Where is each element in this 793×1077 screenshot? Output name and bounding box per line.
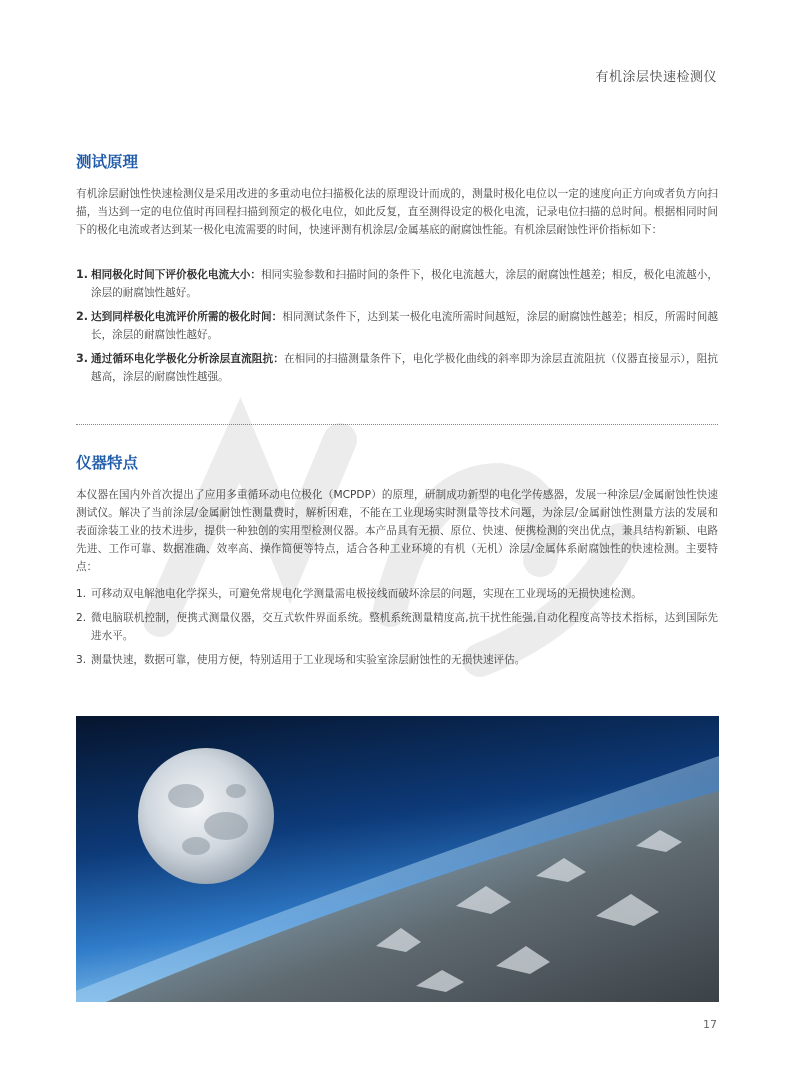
- list-item: [76, 350, 718, 386]
- list-item-text: 相同实验参数和扫描时间的条件下，极化电流越大，涂层的耐腐蚀性越差；相反，极化电流越小，涂层的耐腐蚀性越好。: [91, 269, 718, 299]
- photo-illustration: [76, 716, 719, 1002]
- list-item-text: 在相同的扫描测量条件下，电化学极化曲线的斜率即为涂层直流阻抗（仪器直接显示），阻抗越高，涂层的耐腐蚀性越强。: [91, 353, 719, 383]
- list-item: [76, 308, 718, 344]
- list-item-number: 2.: [76, 612, 87, 624]
- evaluation-criteria-list: [76, 266, 718, 392]
- features-list: [76, 585, 718, 675]
- section-divider: [76, 424, 718, 425]
- page-header-title: 有机涂层快速检测仪: [595, 70, 717, 85]
- section-title-test-principle: 测试原理: [76, 153, 139, 171]
- list-item: [76, 266, 718, 302]
- list-item-text: 相同测试条件下，达到某一极化电流所需时间越短，涂层的耐腐蚀性越差；相反，所需时间越长，涂层的耐腐蚀性越好。: [91, 311, 718, 341]
- section-intro-test-principle: 有机涂层耐蚀性快速检测仪是采用改进的多重动电位扫描极化法的原理设计而成的，测量时极化电位以一定的速度向正方向或者负方向扫描，当达到一定的电位值时再回程扫描到预定的极化电位，如此反复，直至测得设定的极化电流，记录电位扫描的总时间。根据相同时间下的极化电流或者达到某一极化电流需要的时间，快速评测有机涂层/金属基底的耐腐蚀性能。有机涂层耐蚀性评价指标如下：: [76, 188, 718, 236]
- list-item-text: 微电脑联机控制，便携式测量仪器，交互式软件界面系统。整机系统测量精度高,抗干扰性能强,自动化程度高等技术指标，达到国际先进水平。: [91, 612, 718, 642]
- list-item-text: 可移动双电解池电化学探头，可避免常规电化学测量需电极接线而破坏涂层的问题，实现在工业现场的无损快速检测。: [91, 588, 642, 600]
- list-item-lead: 相同极化时间下评价极化电流大小：: [91, 269, 262, 281]
- list-item-lead: 达到同样极化电流评价所需的极化时间：: [91, 311, 283, 323]
- section-intro-features: 本仪器在国内外首次提出了应用多重循环动电位极化（MCPDP）的原理，研制成功新型的电化学传感器，发展一种涂层/金属耐蚀性快速测试仪。解决了当前涂层/金属耐蚀性测量费时，解析困难，不能在工业现场实时测量等技术问题，为涂层/金属耐蚀性测量方法的发展和表面涂装工业的技术进步，提供一种独创的实用型检测仪器。本产品具有无损、原位、快速、便携检测的突出优点，兼具结构新颖、电路先进、工作可靠、数据准确、效率高、操作简便等特点，适合各种工业环境的有机（无机）涂层/金属体系耐腐蚀性的快速检测。主要特点：: [76, 489, 718, 573]
- list-item: [76, 651, 718, 669]
- list-item-number: 3.: [76, 352, 89, 365]
- section-title-features: 仪器特点: [76, 454, 139, 472]
- list-item-number: 2.: [76, 310, 89, 323]
- list-item-number: 1.: [76, 268, 89, 281]
- list-item-text: 测量快速，数据可靠，使用方便，特别适用于工业现场和实验室涂层耐蚀性的无损快速评估。: [91, 654, 526, 666]
- list-item-lead: 通过循环电化学极化分析涂层直流阻抗：: [91, 353, 284, 365]
- list-item: [76, 585, 718, 603]
- list-item-number: 3.: [76, 654, 87, 666]
- list-item-number: 1.: [76, 588, 87, 600]
- list-item: [76, 609, 718, 645]
- page-number: 17: [703, 1018, 717, 1031]
- moon-over-earth-image: [76, 716, 719, 1002]
